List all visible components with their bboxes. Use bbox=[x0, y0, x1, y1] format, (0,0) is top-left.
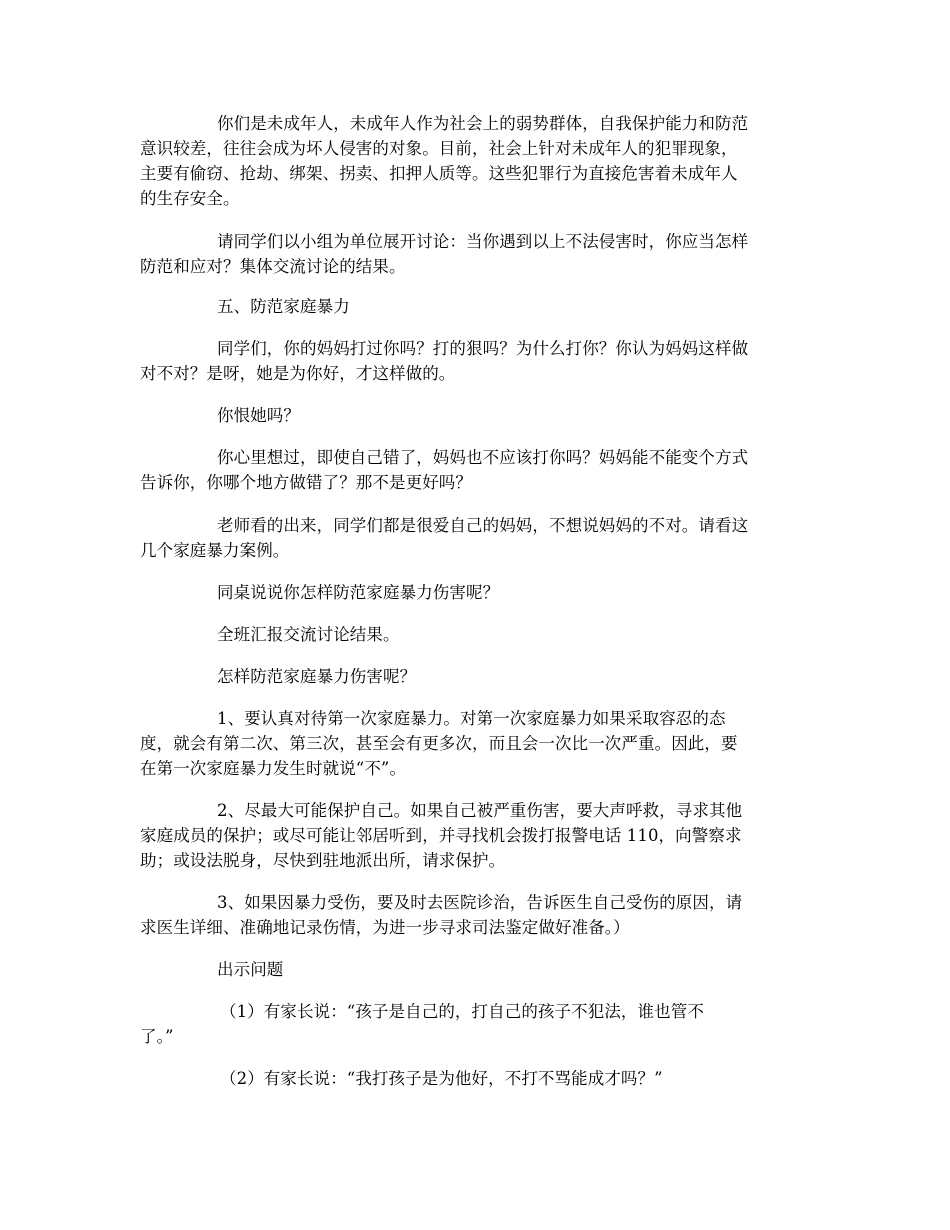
list-item-2 bbox=[140, 798, 812, 873]
text-line: 出示问题 bbox=[217, 960, 284, 979]
paragraph-group-discussion bbox=[140, 229, 812, 279]
text-line: 在第一次家庭暴力发生时就说“不”。 bbox=[140, 759, 407, 778]
text-line: 你心里想过，即使自己错了，妈妈也不应该打你吗？妈妈能不能变个方式 bbox=[217, 448, 749, 467]
text-line: 家庭成员的保护；或尽可能让邻居听到，并寻找机会拨打报警电话 110，向警察求 bbox=[140, 826, 742, 845]
question-2 bbox=[140, 1066, 812, 1091]
text-line: 意识较差，往往会成为坏人侵害的对象。目前，社会上针对未成年人的犯罪现象， bbox=[140, 139, 738, 158]
text-line: 度，就会有第二次、第三次，甚至会有更多次，而且会一次比一次严重。因此，要 bbox=[140, 734, 738, 753]
text-line: 主要有偷窃、抢劫、绑架、拐卖、扣押人质等。这些犯罪行为直接危害着未成年人 bbox=[140, 164, 738, 183]
text-line: 全班汇报交流讨论结果。 bbox=[217, 625, 400, 644]
paragraph-class-report bbox=[140, 622, 812, 647]
paragraph-reflection bbox=[140, 445, 812, 495]
paragraph-hate-question bbox=[140, 403, 812, 428]
list-item-1 bbox=[140, 706, 812, 781]
text-line: 你恨她吗？ bbox=[217, 406, 300, 425]
text-line: 的生存安全。 bbox=[140, 189, 240, 208]
paragraph-minors-vulnerability bbox=[140, 111, 812, 211]
paragraph-mother-question bbox=[140, 336, 812, 386]
text-line: 告诉你，你哪个地方做错了？那不是更好吗？ bbox=[140, 473, 472, 492]
text-line: 同桌说说你怎样防范家庭暴力伤害呢？ bbox=[217, 583, 500, 602]
text-line: 2、尽最大可能保护自己。如果自己被严重伤害，要大声呼救，寻求其他 bbox=[217, 801, 743, 820]
text-line: （2）有家长说：“我打孩子是为他好，不打不骂能成才吗？” bbox=[220, 1069, 663, 1088]
text-line: 对不对？是呀，她是为你好，才这样做的。 bbox=[140, 364, 456, 383]
text-line: 怎样防范家庭暴力伤害呢？ bbox=[217, 667, 417, 686]
question-1 bbox=[140, 999, 812, 1049]
text-line: 求医生详细、准确地记录伤情，为进一步寻求司法鉴定做好准备。） bbox=[140, 918, 630, 937]
text-line: 助；或设法脱身，尽快到驻地派出所，请求保护。 bbox=[140, 851, 506, 870]
text-line: 同学们，你的妈妈打过你吗？打的狠吗？为什么打你？你认为妈妈这样做 bbox=[217, 339, 749, 358]
text-line: 1、要认真对待第一次家庭暴力。对第一次家庭暴力如果采取容忍的态 bbox=[217, 709, 726, 728]
paragraph-show-questions bbox=[140, 957, 812, 982]
list-item-3 bbox=[140, 890, 812, 940]
section-heading bbox=[140, 294, 812, 319]
text-line: （1）有家长说：“孩子是自己的，打自己的孩子不犯法，谁也管不 bbox=[220, 1002, 704, 1021]
text-line: 老师看的出来，同学们都是很爱自己的妈妈，不想说妈妈的不对。请看这 bbox=[217, 516, 749, 535]
paragraph-how-prevent bbox=[140, 664, 812, 689]
text-line: 几个家庭暴力案例。 bbox=[140, 541, 290, 560]
text-line: 你们是未成年人，未成年人作为社会上的弱势群体，自我保护能力和防范 bbox=[217, 114, 749, 133]
text-line: 了。” bbox=[140, 1027, 174, 1046]
text-line: 请同学们以小组为单位展开讨论：当你遇到以上不法侵害时，你应当怎样 bbox=[217, 232, 749, 251]
section-title: 五、防范家庭暴力 bbox=[217, 297, 350, 316]
text-line: 防范和应对？集体交流讨论的结果。 bbox=[140, 257, 406, 276]
paragraph-deskmate-talk bbox=[140, 580, 812, 605]
text-line: 3、如果因暴力受伤，要及时去医院诊治，告诉医生自己受伤的原因，请 bbox=[217, 893, 743, 912]
paragraph-teacher-cases bbox=[140, 513, 812, 563]
